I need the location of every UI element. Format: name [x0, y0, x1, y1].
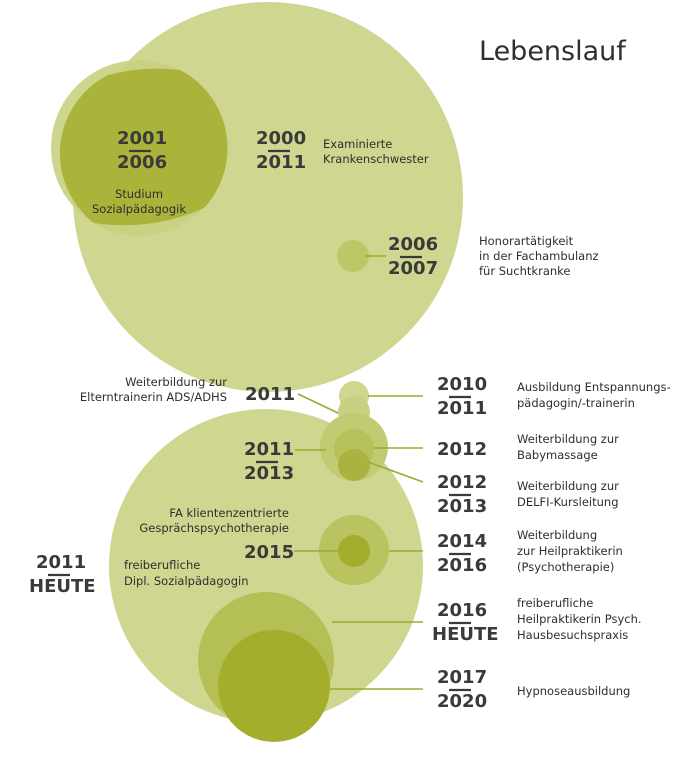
entry-label: Examinierte: [323, 137, 393, 151]
year-start: 2011: [245, 384, 296, 405]
bubbles: [51, 2, 463, 742]
year-end: 2016: [437, 555, 488, 576]
year-end: 2007: [388, 258, 439, 279]
year-start: 2000: [256, 128, 307, 149]
entry-label: freiberufliche: [517, 596, 594, 610]
year-start: 2014: [437, 531, 488, 552]
year-end: 2006: [117, 152, 168, 173]
entry-label: in der Fachambulanz: [479, 249, 599, 263]
bubble-honorar: [337, 240, 369, 272]
entry-label: für Suchtkranke: [479, 264, 571, 278]
entry-label: Sozialpädagogik: [92, 202, 186, 216]
entry-label: DELFI-Kursleitung: [517, 495, 619, 509]
bubble-gespraechspsychotherapie: [338, 535, 370, 567]
year-end: HEUTE: [432, 624, 499, 645]
entry-label: Heilpraktikerin Psych.: [517, 612, 642, 626]
entry-label: pädagogin/-trainerin: [517, 396, 635, 410]
entry-label: Studium: [114, 187, 164, 201]
entry-label: (Psychotherapie): [517, 560, 615, 574]
year-start: 2011: [244, 439, 295, 460]
year-start: 2016: [437, 600, 488, 621]
year-start: 2017: [437, 667, 488, 688]
year-end: 2011: [437, 398, 488, 419]
entry-label: Weiterbildung zur: [517, 432, 619, 446]
year-start: 2011: [36, 552, 87, 573]
entry-label: Babymassage: [517, 448, 598, 462]
year-start: 2006: [388, 234, 439, 255]
connector-elterntrainerin: [298, 394, 338, 413]
year-end: 2013: [244, 463, 295, 484]
entry-label: Gesprächspsychotherapie: [139, 521, 289, 535]
year-start: 2012: [437, 439, 488, 460]
entry-label: Weiterbildung zur: [517, 479, 619, 493]
entry-label: Honorartätigkeit: [479, 234, 574, 248]
bubble-delfi: [338, 449, 370, 481]
entry-label: Ausbildung Entspannungs-: [517, 380, 671, 394]
page-title: Lebenslauf: [479, 36, 626, 67]
year-start: 2010: [437, 374, 488, 395]
entry-label: zur Heilpraktikerin: [517, 544, 623, 558]
year-end: 2013: [437, 496, 488, 517]
entry-label: Elterntrainerin ADS/ADHS: [79, 390, 227, 404]
entry-label: FA klientenzentrierte: [169, 506, 289, 520]
entry-label: freiberufliche: [124, 558, 201, 572]
entry-label: Weiterbildung: [517, 528, 598, 542]
year-end: 2020: [437, 691, 488, 712]
entry-label: Weiterbildung zur: [125, 375, 227, 389]
year-start: 2001: [117, 128, 168, 149]
entry-label: Hypnoseausbildung: [517, 684, 631, 698]
entry-label: Hausbesuchspraxis: [517, 628, 629, 642]
year-end: HEUTE: [29, 576, 96, 597]
year-end: 2011: [256, 152, 307, 173]
entry-label: Dipl. Sozialpädagogin: [124, 574, 249, 588]
year-start: 2012: [437, 472, 488, 493]
entry-label: Krankenschwester: [323, 152, 429, 166]
year-start: 2015: [244, 542, 295, 563]
bubble-hypnose: [218, 630, 330, 742]
